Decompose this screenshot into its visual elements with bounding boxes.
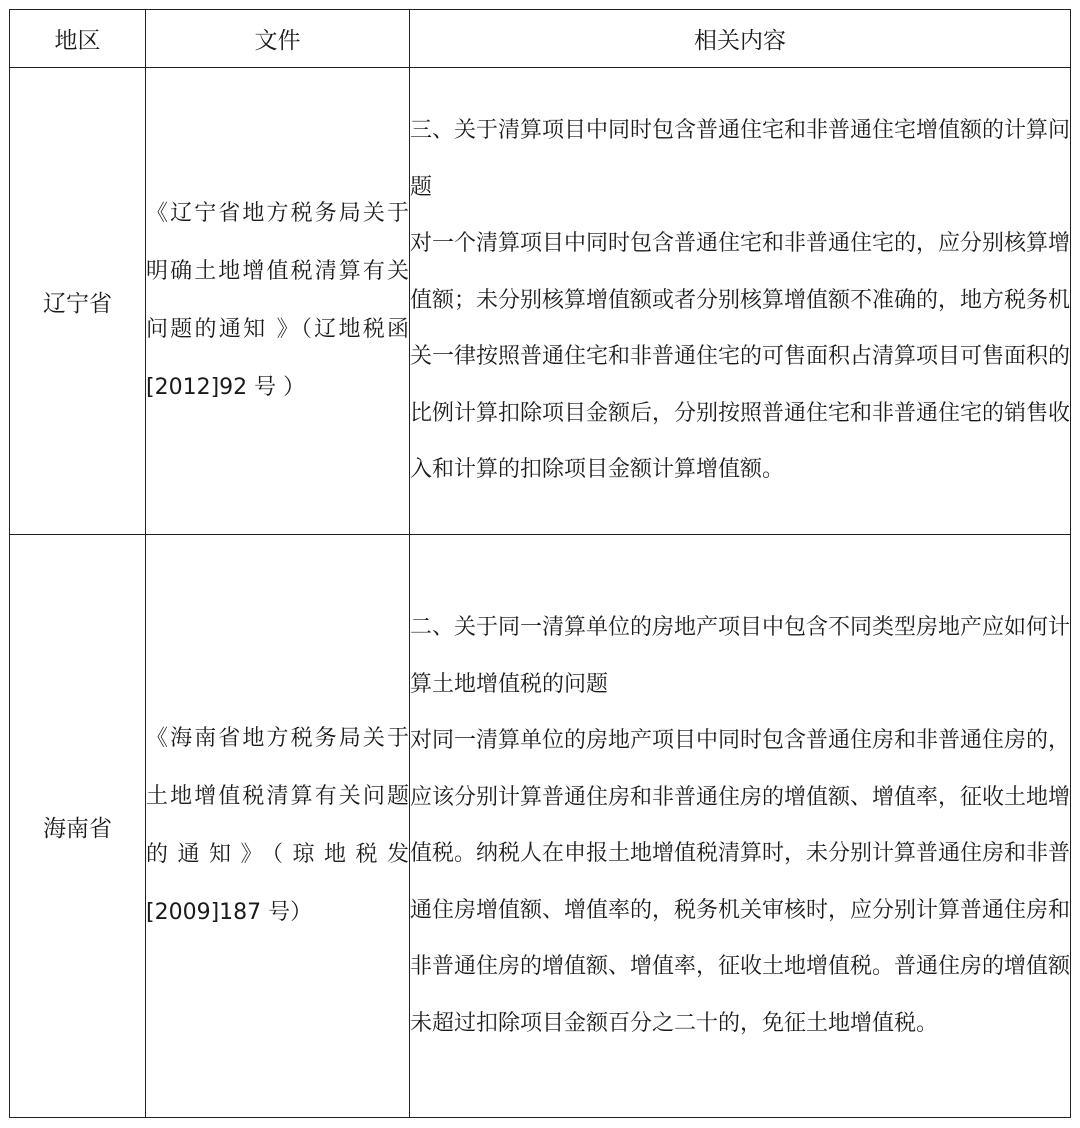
content-body: 对同一清算单位的房地产项目中同时包含普通住房和非普通住房的，应该分别计算普通住房和非普通住房的增值额、增值率，征收土地增值税。纳税人在申报土地增值税清算时，未分别计算普通住房和非普通住房增值额、增值率的，税务机关审核时，应分别计算普通住房和非普通住房的增值额、增值率，征收土地增值税。普通住房的增值额未超过扣除项目金额百分之二十的，免征土地增值税。: [410, 728, 1071, 1036]
content-heading: 三、关于清算项目中同时包含普通住宅和非普通住宅增值额的计算问题: [410, 118, 1071, 200]
file-cell: 《海南省地方税务局关于土地增值税清算有关问题的通知》（琼地税发[2009]187 号）: [146, 535, 410, 1118]
content-body: 对一个清算项目中同时包含普通住宅和非普通住宅的，应分别核算增值额；未分别核算增值额或者分别核算增值额不准确的，地方税务机关一律按照普通住宅和非普通住宅的可售面积占清算项目可售面积的比例计算扣除项目金额后，分别按照普通住宅和非普通住宅的销售收入和计算的扣除项目金额计算增值额。: [410, 231, 1071, 483]
content-cell: [410, 68, 1071, 535]
content-heading: 二、关于同一清算单位的房地产项目中包含不同类型房地产应如何计算土地增值税的问题: [410, 615, 1071, 697]
content-cell: [410, 535, 1071, 1118]
header-region: 地区: [10, 10, 146, 68]
header-content: 相关内容: [410, 10, 1071, 68]
policy-table: [9, 9, 1071, 1118]
file-cell: 《辽宁省地方税务局关于明确土地增值税清算有关问题的通知 》（辽地税函[2012]92 号 ）: [146, 68, 410, 535]
table-row: [10, 68, 1071, 535]
region-cell: 辽宁省: [10, 68, 146, 535]
table-row: [10, 535, 1071, 1118]
region-cell: 海南省: [10, 535, 146, 1118]
header-file: 文件: [146, 10, 410, 68]
header-row: [10, 10, 1071, 68]
